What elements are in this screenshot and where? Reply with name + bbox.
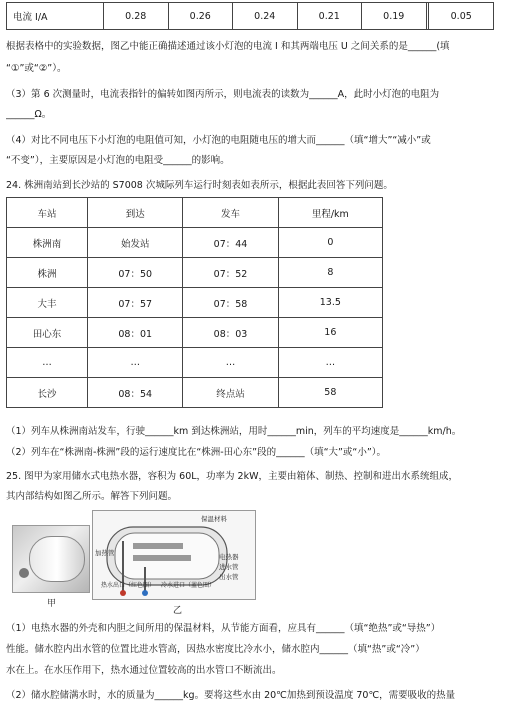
text-line: （3）第 6 次测量时，电流表指针的偏转如图丙所示，则电流表的读数为______A，此时小灯泡的电阻为 xyxy=(6,89,440,100)
table-cell: 08：01 xyxy=(88,318,183,348)
table-header-row xyxy=(7,198,383,228)
table-cell: … xyxy=(7,348,88,378)
table-cell: 终点站 xyxy=(183,378,278,408)
text-line: 水在上。在水压作用下，热水通过位置较高的出水管口不断流出。 xyxy=(6,665,282,676)
table-cell: 长沙 xyxy=(7,378,88,408)
text-line: “①”或“②”）。 xyxy=(6,63,67,74)
table-cell: 0.21 xyxy=(297,3,362,30)
table-cell: 8 xyxy=(278,258,382,288)
train-timetable xyxy=(6,197,383,408)
table-cell: 株洲 xyxy=(7,258,88,288)
tank-shape xyxy=(29,536,85,582)
text-line: “不变”），主要原因是小灯泡的电阻受______的影响。 xyxy=(6,155,230,166)
label-heater: 加热管 xyxy=(95,549,115,557)
table-cell: 0.19 xyxy=(362,3,427,30)
table-cell: 07：57 xyxy=(88,288,183,318)
column-header: 里程/km xyxy=(278,198,382,228)
text-line: （1）列车从株洲南站发车，行驶______km 到达株洲站，用时______min，列车的平均速度是______km/h。 xyxy=(6,426,462,437)
table-cell: 大丰 xyxy=(7,288,88,318)
text-line: （1）电热水器的外壳和内胆之间所用的保温材料，从节能方面看，应具有______（填“绝热”或“导热”） xyxy=(6,623,441,634)
label-outlet: 出水管 xyxy=(219,573,239,581)
figure-caption-jia: 甲 xyxy=(47,599,57,609)
table-row xyxy=(7,258,383,288)
text-line: 其内部结构如图乙所示。解答下列问题。 xyxy=(6,491,178,502)
table-cell: 株洲南 xyxy=(7,228,88,258)
table-cell: 07：58 xyxy=(183,288,278,318)
knob-shape xyxy=(19,568,29,578)
text-line: 根据表格中的实验数据，图乙中能正确描述通过该小灯泡的电流 I 和其两端电压 U 之间关系的是______(填 xyxy=(6,41,450,52)
table-cell: 0.26 xyxy=(168,3,233,30)
table-cell: 08：54 xyxy=(88,378,183,408)
table-cell: 16 xyxy=(278,318,382,348)
table-row xyxy=(7,3,494,30)
text-line: ______Ω。 xyxy=(6,109,52,120)
text-line: 性能。储水腔内出水管的位置比进水管高，因热水密度比冷水小，储水腔内______（填“热”或“冷”） xyxy=(6,644,425,655)
column-header: 到达 xyxy=(88,198,183,228)
table-cell: 13.5 xyxy=(278,288,382,318)
table-cell: 田心东 xyxy=(7,318,88,348)
table-cell: … xyxy=(88,348,183,378)
text-line: （4）对比不同电压下小灯泡的电阻值可知，小灯泡的电阻随电压的增大而______（填“增大”“减小”或 xyxy=(6,135,431,146)
water-heater-photo xyxy=(12,525,90,593)
current-table xyxy=(6,2,494,30)
table-cell: 07：50 xyxy=(88,258,183,288)
table-cell: … xyxy=(183,348,278,378)
question-25-title: 25. 图甲为家用储水式电热水器，容积为 60L，功率为 2kW，主要由箱体、制热、控制和进出水系统组成， xyxy=(6,471,458,482)
table-row xyxy=(7,228,383,258)
label-drain: 热水出口（红色圈） xyxy=(101,582,156,589)
table-cell: … xyxy=(278,348,382,378)
column-header: 发车 xyxy=(183,198,278,228)
table-cell: 58 xyxy=(278,378,382,408)
table-row xyxy=(7,348,383,378)
table-cell: 07：44 xyxy=(183,228,278,258)
column-header: 车站 xyxy=(7,198,88,228)
table-row xyxy=(7,318,383,348)
label-insulation: 保温材料 xyxy=(201,515,227,523)
water-heater-structure-diagram xyxy=(93,511,255,599)
label-inlet: 进水管 xyxy=(219,563,239,571)
table-cell: 电流 I/A xyxy=(7,3,104,30)
table-cell: 07：52 xyxy=(183,258,278,288)
figure-caption-yi: 乙 xyxy=(173,606,183,616)
question-24-title: 24. 株洲南站到长沙站的 S7008 次城际列车运行时刻表如表所示，根据此表回答下列问题。 xyxy=(6,180,393,191)
table-cell: 0.24 xyxy=(233,3,298,30)
label-cold: 冷水进口（蓝色圈） xyxy=(161,582,216,589)
text-line: （2）列车在“株洲南-株洲”段的运行速度比在“株洲-田心东”段的______（填“大”或“小”）。 xyxy=(6,447,387,458)
table-cell: 始发站 xyxy=(88,228,183,258)
table-cell: 0.05 xyxy=(429,3,494,30)
table-cell: 0 xyxy=(278,228,382,258)
table-row xyxy=(7,288,383,318)
label-thermostat: 电热器 xyxy=(219,553,239,561)
text-line: （2）储水腔储满水时，水的质量为______kg。要将这些水由 20℃加热到预设温度 70℃，需要吸收的热量 xyxy=(6,690,456,701)
table-cell: 08：03 xyxy=(183,318,278,348)
water-heater-diagram xyxy=(92,510,256,600)
table-cell: 0.28 xyxy=(104,3,169,30)
table-row xyxy=(7,378,383,408)
